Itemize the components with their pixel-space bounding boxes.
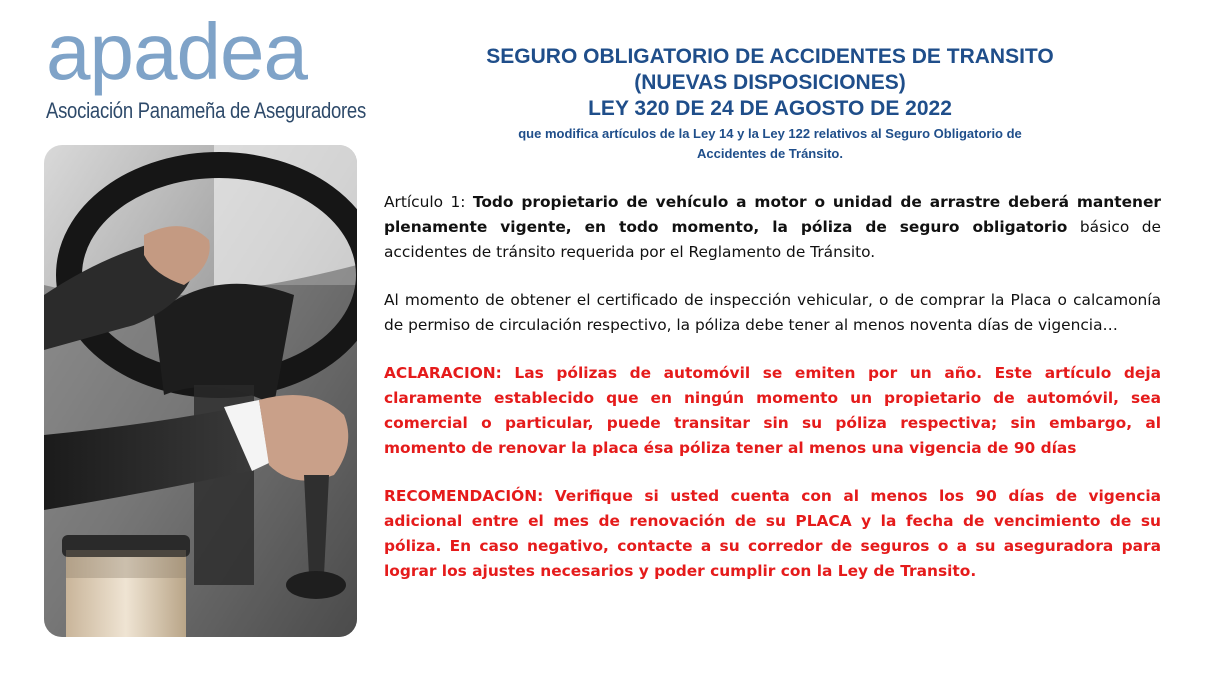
subtitle-line-1: que modifica artículos de la Ley 14 y la Ley 122 relativos al Seguro Obligatorio de	[518, 126, 1022, 141]
title-line-2: (NUEVAS DISPOSICIONES)	[634, 71, 906, 94]
logo-subtitle: Asociación Panameña de Aseguradores	[46, 98, 366, 123]
title-line-3: LEY 320 DE 24 DE AGOSTO DE 2022	[588, 97, 952, 120]
title-line-1: SEGURO OBLIGATORIO DE ACCIDENTES DE TRANSITO	[486, 45, 1054, 68]
recomendacion-paragraph: RECOMENDACIÓN: Verifique si usted cuenta con al menos los 90 días de vigencia adicional entre el mes de renovación de su PLACA y la fecha de vencimiento de su póliza. En caso negativo, contacte a su corredor de seguros o a su aseguradora para lograr los ajustes necesarios y poder cumplir con la Ley de Transito.	[384, 487, 1161, 580]
article-1-paragraph	[384, 190, 1161, 265]
driver-photo	[44, 145, 357, 637]
inspection-paragraph: Al momento de obtener el certificado de inspección vehicular, o de comprar la Placa o calcamonía de permiso de circulación respectivo, la póliza debe tener al menos noventa días de vigencia…	[384, 291, 1161, 334]
article-label: Artículo 1:	[384, 193, 473, 211]
article-bold-text: Todo propietario de vehículo a motor o unidad de arrastre deberá mantener plenamente vigente, en todo momento, la póliza de seguro obligatorio	[384, 193, 1161, 236]
aclaracion-paragraph: ACLARACION: Las pólizas de automóvil se emiten por un año. Este artículo deja claramente establecido que en ningún momento un propietario de automóvil, sea comercial o particular, puede transitar sin su póliza respectiva; sin embargo, al momento de renovar la placa ésa póliza tener al menos una vigencia de 90 días	[384, 364, 1161, 457]
apadea-logo	[44, 7, 366, 127]
logo-wordmark: apadea	[46, 7, 307, 96]
document-header	[380, 44, 1160, 162]
article-rest-text: básico de accidentes de tránsito requerida por el Reglamento de Tránsito.	[384, 218, 1161, 261]
subtitle-line-2: Accidentes de Tránsito.	[697, 146, 843, 161]
document-body	[384, 190, 1161, 607]
